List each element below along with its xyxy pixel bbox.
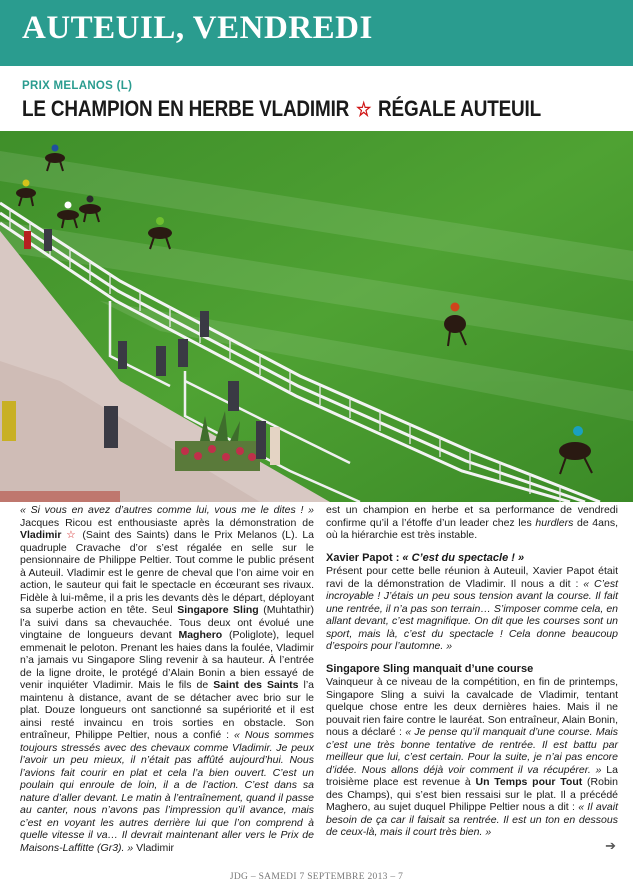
italic-term: hurdlers [535,516,574,529]
text-run: est un champion en herbe et sa performance de vendredi confirme qu’il a l’étoffe d’un leader chez les [326,504,618,529]
trainer-quote: « Nous sommes toujours stressés avec des chevaux comme Vladimir. Je peux l’avoir un peu mieux, il n’était pas affûté aujourd’hui. Nous l’avions fait courir en plat et cela l’a bien ouvert. C’est un poulain qui enroule de loin, il a de l’action. C’est dans sa nature d’aller devant. Le matin à l’entraînement, quand il passe au canter, nous n’avons pas l’impression qu’il avance, mais c’est en voyant les autres derrière lui que l’on comprend à quelle vitesse il va… Il devrait maintenant aller vers le Prix de Maisons-Laffitte (Gr3). » [20,729,315,854]
section-banner [0,0,633,66]
banner-title: AUTEUIL, VENDREDI [22,10,373,46]
trainer-quote: « Il avait besoin de ça car il faisait sa rentrée. Il est un ton en dessous de ceux-là, mais il court très bien. » [326,801,618,838]
article-paragraph-3 [326,565,618,653]
text-run: Présent pour cette belle réunion à Auteuil, Xavier Papot était ravi de la démonstration de Vladimir. Il nous a dit : [326,565,618,590]
opening-quote: « Si vous en avez d’autres comme lui, vous me le dites ! » [20,504,314,516]
subheading-xavier-papot [326,552,618,565]
racecourse-photo [0,131,633,502]
headline-part1: LE CHAMPION EN HERBE VLADIMIR [22,96,350,121]
text-run: l’a maintenu à distance, avant de se détacher avec brio sur le plat. Douze longueurs ont sanctionné sa supériorité et il est ainsi resté invaincu en trois sorties en obstacle. Son entraîneur, Philippe Peltier, nous a confié : [20,679,314,741]
text-run: Vainqueur à ce niveau de la compétition, en fin de printemps, Singapore Sling a suivi la cavalcade de Vladimir, tentant quelque chose entre les deux dernières haies. Mais il ne pouvait rien faire contre le lauréat. Son entraîneur, Alain Bonin, nous a déclaré : [326,676,618,738]
star-icon: ☆ [355,99,372,121]
trainer-quote: « Je pense qu’il manquait d’une course. Mais c’est une très bonne tentative de rentrée. Il est battu par meilleur que lui, c’est certain. Pour la suite, je n’ai pas encore d’idée. Nous allons déjà voir comment il va récupérer. » [326,726,619,776]
text-run: (Poliglote), lequel emmenait le peloton. Prenant les haies dans la foulée, Vladimir n’a jamais vu Singapore Sling revenir à sa hauteur. À l’entrée de la ligne droite, le protégé d’Alain Bonin a bien essayé de venir inquiéter Vladimir. Mais le fils de [20,629,314,691]
article-column-left [20,504,314,854]
article-column-right [326,504,619,853]
subheading-singapore-sling: Singapore Sling manquait d’une course [326,662,534,675]
headline-part2: RÉGALE AUTEUIL [378,96,542,121]
owner-quote: « C’est incroyable ! J’étais un peu sous tension avant la course. Il fait une rentrée, il n’a pas son terrain… S’imposer comme cela, en allant devant, c’est magnifique. On dit que les courses sont un sport, mais là, c’est du spectacle ! Cela donne beaucoup d’espoirs pour l’automne. » [326,577,618,652]
horse-name-singapore-sling: Singapore Sling [177,604,259,616]
text-run: de 4ans, où la hiérarchie est très instable. [326,516,618,541]
text-run: Vladimir [133,841,175,854]
article-paragraph-1 [20,504,314,854]
star-icon: ☆ [66,529,78,541]
text-run: (Muhtathir) l’a suivi dans sa chevauchée. Tous deux ont évolué une vingtaine de longueurs devant [20,604,314,641]
horse-name-un-temps-pour-tout: Un Temps pour Tout [475,776,583,788]
horse-name-maghero: Maghero [178,629,223,641]
headline [22,96,542,122]
race-kicker: PRIX MELANOS (L) [22,80,133,92]
text-run: La troisième place est revenue à [326,763,618,788]
text-run: Jacques Ricou est enthousiaste après la démonstration de [20,516,314,529]
horse-name-saint-des-saints: Saint des Saints [213,679,299,691]
article-paragraph-2 [326,504,618,542]
horse-name-vladimir: Vladimir [20,529,62,541]
subheading-name: Xavier Papot : [326,551,403,564]
continue-arrow-icon: ➔ [605,838,616,853]
subheading-quote: « C’est du spectacle ! » [402,551,525,564]
text-run: (Robin des Champs), qui s’est bien ressaisi sur le plat. Il a précédé Maghero, au sujet duquel Philippe Peltier nous a dit : [326,776,618,813]
article-paragraph-4 [326,676,618,839]
page-footer: JDG – SAMEDI 7 SEPTEMBRE 2013 – 7 [229,872,404,882]
text-run: (Saint des Saints) dans le Prix Melanos (L). La quadruple Cravache d’or s’est régalée en selle sur le pensionnaire de Philippe Peltier. Tout comme le public présent à Auteuil. Vladimir est le genre de cheval que l’on aime voir en action, le sauteur qui fait le spectacle en écœurant ses rivaux. Fidèle à lui-même, il a pris les devants dès le départ, déployant sa superbe action en tête. Seul [20,529,314,616]
